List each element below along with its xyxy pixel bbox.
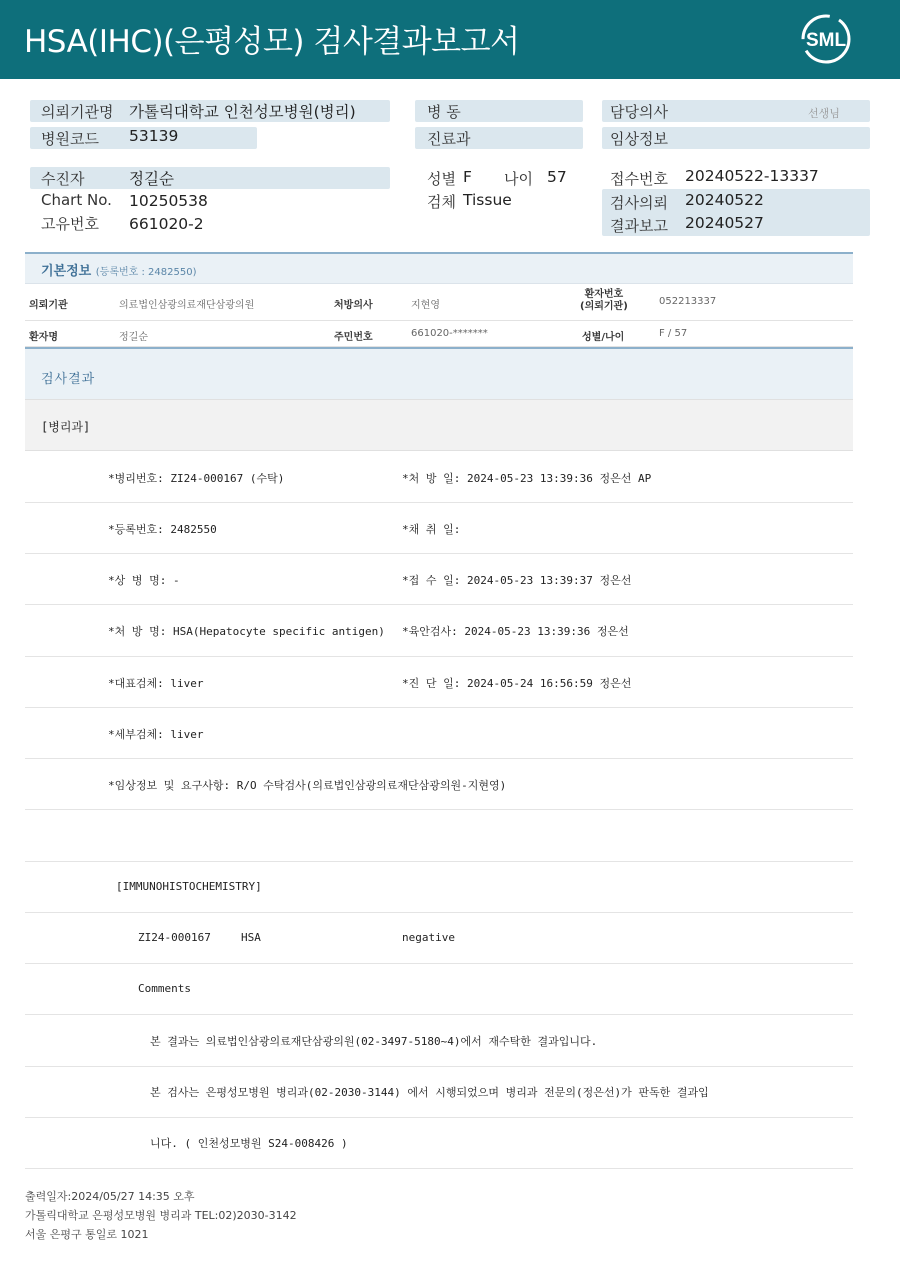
report-header bbox=[0, 0, 900, 79]
id-label: 고유번호 bbox=[41, 215, 99, 233]
info-value-patient-name: 정길순 bbox=[119, 332, 148, 343]
id-value: 661020-2 bbox=[129, 215, 204, 233]
chart-label: Chart No. bbox=[41, 191, 112, 209]
patient-value: 정길순 bbox=[129, 170, 174, 188]
department-row bbox=[25, 399, 853, 451]
patient-label: 수진자 bbox=[41, 170, 85, 188]
basic-info-subtitle: (등록번호 : 2482550) bbox=[95, 267, 197, 278]
info-key-patient-number-line1: 환자번호 bbox=[584, 289, 624, 300]
doctor-label: 담당의사 bbox=[610, 103, 668, 121]
registration-number: *등록번호: 2482550 bbox=[108, 523, 217, 536]
ihc-result: negative bbox=[402, 931, 455, 944]
report-value: 20240527 bbox=[685, 214, 764, 232]
svg-text:SML: SML bbox=[805, 30, 847, 51]
info-key-resident-number: 주민번호 bbox=[334, 332, 373, 343]
age-label: 나이 bbox=[504, 170, 533, 188]
pathology-number: *병리번호: ZI24-000167 (수탁) bbox=[108, 472, 285, 485]
receipt-date: *접 수 일: 2024-05-23 13:39:37 정은선 bbox=[402, 574, 632, 587]
basic-info-title-text: 기본정보 bbox=[41, 264, 92, 279]
institution-label: 의뢰기관명 bbox=[41, 103, 114, 121]
footer-organization: 가톨릭대학교 은평성모병원 병리과 TEL:02)2030-3142 bbox=[25, 1209, 297, 1222]
collection-date: *채 취 일: bbox=[402, 523, 461, 536]
report-label: 결과보고 bbox=[610, 217, 668, 235]
hospital-code-label: 병원코드 bbox=[41, 130, 99, 148]
age-value: 57 bbox=[547, 168, 567, 186]
gross-exam-date: *육안검사: 2024-05-23 13:39:36 정은선 bbox=[402, 625, 629, 638]
request-label: 검사의뢰 bbox=[610, 194, 668, 212]
footer-address: 서울 은평구 통일로 1021 bbox=[25, 1228, 149, 1241]
comment-line-3: 니다. ( 인천성모병원 S24-008426 ) bbox=[150, 1137, 348, 1150]
institution-value: 가톨릭대학교 인천성모병원(병리) bbox=[129, 103, 356, 121]
specimen-label: 검체 bbox=[427, 193, 456, 211]
result-row-blank bbox=[25, 810, 853, 862]
disease-name: *상 병 명: - bbox=[108, 574, 180, 587]
dept-label: 진료과 bbox=[427, 130, 471, 148]
ihc-title: [IMMUNOHISTOCHEMISTRY] bbox=[116, 880, 262, 893]
basic-info-title bbox=[41, 260, 196, 279]
info-value-patient-number: 052213337 bbox=[659, 296, 717, 307]
prescription-date: *처 방 일: 2024-05-23 13:39:36 정은선 AP bbox=[402, 472, 652, 485]
clinical-label: 임상정보 bbox=[610, 130, 668, 148]
department-label: [병리과] bbox=[41, 420, 91, 434]
info-value-prescriber: 지현영 bbox=[411, 300, 440, 311]
clinical-requirements: *임상정보 및 요구사항: R/O 수탁검사(의료법인삼광의료재단삼광의원-지현영) bbox=[108, 779, 507, 792]
info-key-patient-name: 환자명 bbox=[29, 332, 58, 343]
basic-info-header bbox=[25, 254, 853, 284]
info-key-institution: 의뢰기관 bbox=[29, 300, 68, 311]
results-header bbox=[25, 347, 853, 399]
diagnosis-date: *진 단 일: 2024-05-24 16:56:59 정은선 bbox=[402, 677, 632, 690]
sml-logo-icon bbox=[800, 13, 852, 65]
info-value-institution: 의료법인삼광의료재단삼광의원 bbox=[119, 300, 255, 311]
specimen-value: Tissue bbox=[463, 191, 512, 209]
chart-value: 10250538 bbox=[129, 192, 208, 210]
sex-label: 성별 bbox=[427, 170, 456, 188]
info-value-resident-number: 661020-******* bbox=[411, 328, 488, 339]
ward-label: 병 동 bbox=[427, 103, 461, 121]
info-key-patient-number bbox=[580, 289, 628, 313]
info-value-sex-age: F / 57 bbox=[659, 328, 688, 339]
sex-value: F bbox=[463, 168, 472, 186]
info-key-sex-age: 성별/나이 bbox=[582, 332, 625, 343]
hospital-code-value: 53139 bbox=[129, 127, 179, 145]
detailed-specimen: *세부검체: liver bbox=[108, 728, 204, 741]
basic-info-row-1 bbox=[25, 284, 853, 321]
results-title: 검사결과 bbox=[41, 372, 96, 387]
doctor-suffix: 선생님 bbox=[808, 107, 840, 120]
receipt-value: 20240522-13337 bbox=[685, 167, 819, 185]
prescription-name: *처 방 명: HSA(Hepatocyte specific antigen) bbox=[108, 625, 385, 638]
info-key-prescriber: 처방의사 bbox=[334, 300, 373, 311]
receipt-label: 접수번호 bbox=[610, 170, 668, 188]
comment-line-2: 본 검사는 은평성모병원 병리과(02-2030-3144) 에서 시행되었으며 병리과 전문의(정은선)가 판독한 결과입 bbox=[150, 1086, 709, 1099]
comments-label: Comments bbox=[138, 982, 191, 995]
request-value: 20240522 bbox=[685, 191, 764, 209]
print-date: 출력일자:2024/05/27 14:35 오후 bbox=[25, 1190, 195, 1203]
comment-line-1: 본 결과는 의료법인삼광의료재단삼광의원(02-3497-5180~4)에서 재수탁한 결과입니다. bbox=[150, 1035, 598, 1048]
representative-specimen: *대표검체: liver bbox=[108, 677, 204, 690]
report-title: HSA(IHC)(은평성모) 검사결과보고서 bbox=[24, 24, 520, 60]
basic-info-row-2 bbox=[25, 321, 853, 347]
info-key-patient-number-line2: (의뢰기관) bbox=[580, 301, 628, 312]
ihc-test: HSA bbox=[241, 931, 261, 944]
ihc-id: ZI24-000167 bbox=[138, 931, 211, 944]
